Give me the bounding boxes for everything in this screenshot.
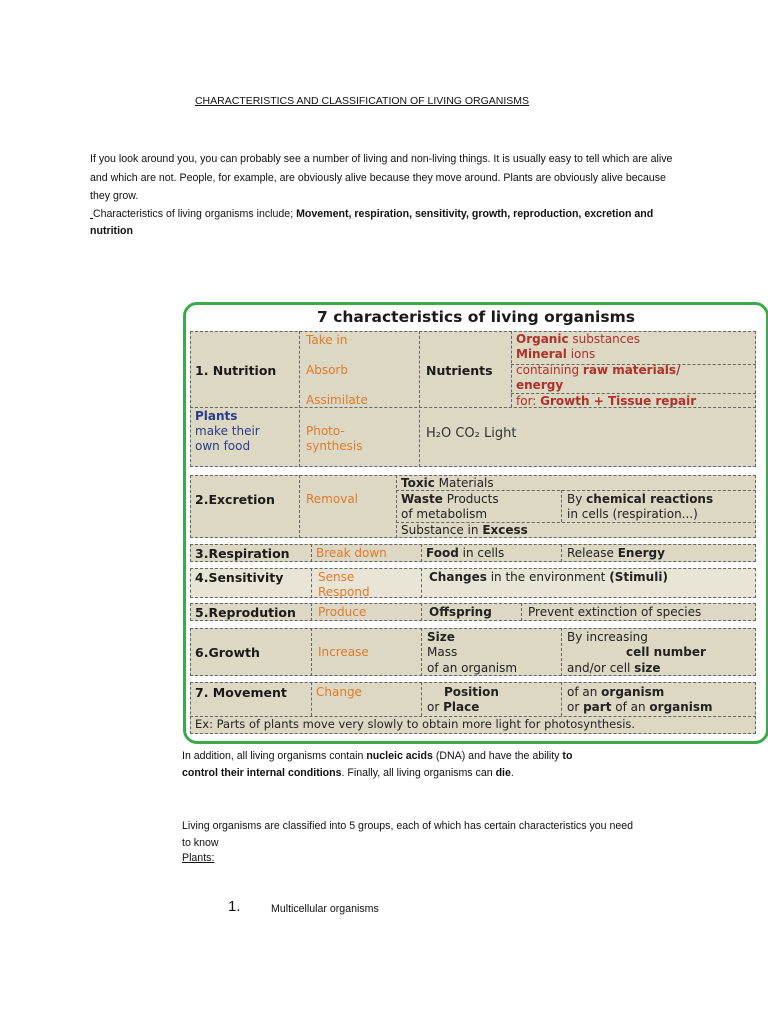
prevent-extinction: Prevent extinction of species <box>528 605 702 619</box>
chars-list: Movement, respiration, sensitivity, growth, reproduction, excretion and nutrition <box>90 208 654 237</box>
by-increasing: By increasing <box>567 630 648 644</box>
list-number: 1. <box>228 898 241 915</box>
characteristics-paragraph <box>90 206 690 239</box>
movement-label: 7. Movement <box>195 685 287 700</box>
plants-line-2: make their <box>195 424 260 438</box>
sense: Sense <box>318 570 355 584</box>
figure-title: 7 characteristics of living organisms <box>317 308 635 326</box>
by-chemical-reactions: By chemical reactions <box>567 492 714 506</box>
offspring: Offspring <box>429 605 492 619</box>
plants-line-3: own food <box>195 439 251 453</box>
toxic-materials: Toxic Materials <box>401 476 494 490</box>
photo-line-1: Photo- <box>306 424 345 438</box>
organic-substances: Organic substances <box>516 332 641 346</box>
increase: Increase <box>318 645 369 659</box>
break-down: Break down <box>316 546 387 560</box>
excretion-label: 2.Excretion <box>195 492 275 507</box>
for-growth: for: Growth + Tissue repair <box>516 394 697 408</box>
removal: Removal <box>306 492 359 506</box>
nutrition-label: 1. Nutrition <box>195 363 277 378</box>
nutrients-label: Nutrients <box>426 363 493 378</box>
substance-in-excess: Substance in Excess <box>401 523 528 537</box>
list-item: Multicellular organisms <box>271 903 379 915</box>
addition-paragraph: In addition, all living organisms contain nucleic acids (DNA) and have the ability to control their internal conditions. Finally, all living organisms can die. <box>182 750 573 779</box>
characteristics-figure <box>183 302 768 744</box>
of-metabolism: of metabolism <box>401 507 488 521</box>
take-in: Take in <box>306 333 348 347</box>
respiration-label: 3.Respiration <box>195 546 290 561</box>
reproduction-label: 5.Reprodution <box>195 605 296 620</box>
or-part-of-organism: or part of an organism <box>567 700 713 714</box>
movement-example: Ex: Parts of plants move very slowly to obtain more light for photosynthesis. <box>195 717 636 731</box>
mineral-ions: Mineral ions <box>516 347 596 361</box>
containing-raw-materials: containing raw materials/ <box>516 363 681 377</box>
document-title: CHARACTERISTICS AND CLASSIFICATION OF LIVING ORGANISMS <box>194 95 530 107</box>
of-an-organism: of an organism <box>427 661 518 675</box>
of-an-organism-move: of an organism <box>567 685 665 699</box>
size: Size <box>427 630 455 644</box>
position: Position <box>444 685 499 699</box>
intro-paragraph: If you look around you, you can probably see a number of living and non-living things. It is usually easy to tell which are alive and which are not. People, for example, are obviously alive because they move around. Plants are obviously alive because they grow. <box>90 153 673 202</box>
energy: energy <box>516 378 564 392</box>
in-cells-respiration: in cells (respiration...) <box>567 507 698 521</box>
cell-number: cell number <box>626 645 706 659</box>
waste-products: Waste Products <box>401 492 499 506</box>
photo-line-2: synthesis <box>306 439 363 453</box>
or-place: or Place <box>427 700 480 714</box>
produce: Produce <box>318 605 367 619</box>
sensitivity-label: 4.Sensitivity <box>195 570 284 585</box>
chars-prefix: Characteristics of living organisms include; <box>92 208 294 220</box>
plants-label: Plants <box>195 409 238 423</box>
release-energy: Release Energy <box>567 546 665 560</box>
assimilate: Assimilate <box>306 393 368 407</box>
photosynthesis-inputs: H₂O CO₂ Light <box>426 426 517 441</box>
classification-paragraph: Living organisms are classified into 5 groups, each of which has certain characteristics you need to know <box>182 820 634 849</box>
food-in-cells: Food in cells <box>426 546 505 560</box>
change: Change <box>316 685 362 699</box>
plants-heading: Plants: <box>182 852 215 864</box>
absorb: Absorb <box>306 363 348 377</box>
and-or-cell-size: and/or cell size <box>567 661 661 675</box>
mass: Mass <box>427 645 458 659</box>
growth-label: 6.Growth <box>195 645 260 660</box>
respond: Respond <box>318 585 370 599</box>
changes-in-environment: Changes in the environment (Stimuli) <box>429 570 668 584</box>
